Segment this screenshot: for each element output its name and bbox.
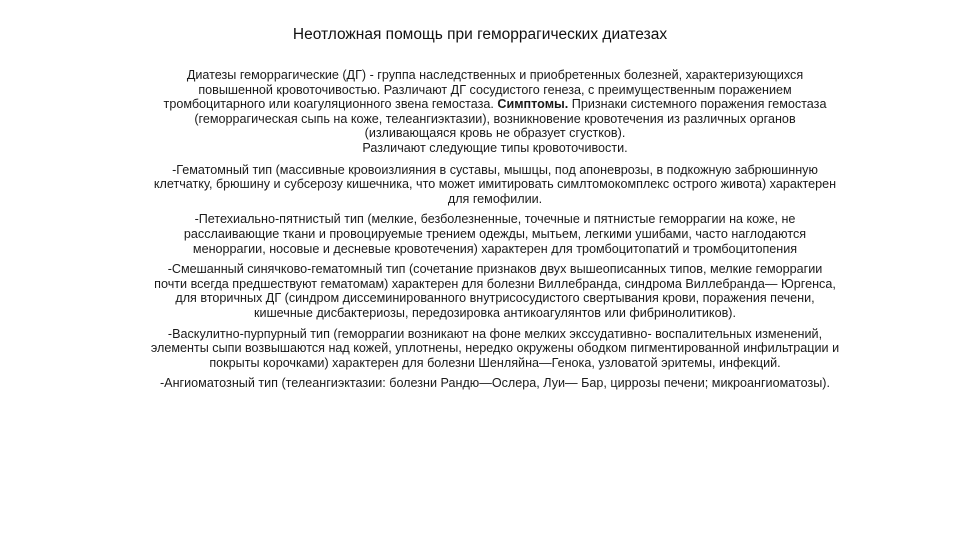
intro-paragraph: [150, 68, 840, 156]
types-intro-line: Различают следующие типы кровоточивости.: [362, 140, 628, 155]
type-mixed: -Смешанный синячково-гематомный тип (сочетание признаков двух вышеописанных типов, мелкие геморрагии почти всегда предшествуют гематомам) характерен для болезни Виллебранда, синдрома Виллебранда— Юргенса, для вторичных ДГ (синдром диссеминированного внутрисосудистого свертывания крови, поражения печени, кишечные дисбактериозы, передозировка антикоагулянтов или фибринолитиков).: [154, 262, 836, 320]
symptoms-label: Симптомы.: [497, 97, 569, 112]
slide-body: [150, 68, 840, 397]
symptoms-text: Признаки системного поражения гемостаза (геморрагическая сыпь на коже, телеангиэктазии), возникновение кровотечения из различных органов (изливающаяся кровь не образует сгустков).: [194, 97, 827, 141]
slide-title: Неотложная помощь при геморрагических диатезах: [292, 26, 668, 43]
type-vasculitic: -Васкулитно-пурпурный тип (геморрагии возникают на фоне мелких экссудативно- воспалительных изменений, элементы сыпи возвышаются над кожей, уплотнены, нередко окружены ободком пигментированной инфильтрации и покрыты корочками) характерен для болезни Шенляйна—Генока, узловатой эритемы, инфекций.: [150, 326, 840, 370]
type-angiomatous: -Ангиоматозный тип (телеангиэктазии: болезни Рандю—Ослера, Луи— Бар, циррозы печени; микроангиоматозы).: [159, 376, 830, 391]
type-petechial: -Петехиально-пятнистый тип (мелкие, безболезненные, точечные и пятнистые геморрагии на коже, не расслаивающие ткани и провоцируемые трением одежды, мытьем, легкими ушибами, часто наглодаются меноррагии, носовые и десневые кровотечения) характерен для тромбоцитопатий и тромбоцитопения: [183, 212, 807, 256]
intro-definition: Диатезы геморрагические (ДГ) - группа наследственных и приобретенных болезней, характеризующихся повышенной кровоточивостью. Различают ДГ сосудистого генеза, с преимущественным поражением тромбоцитарного или коагуляционного звена гемостаза.: [163, 68, 804, 112]
type-hematoma: -Гематомный тип (массивные кровоизлияния в суставы, мышцы, под апоневрозы, в подкожную забрюшинную клетчатку, брюшину и субсерозу кишечника, что может имитировать симлтомокомплекс острого живота) характерен для гемофилии.: [153, 162, 837, 206]
